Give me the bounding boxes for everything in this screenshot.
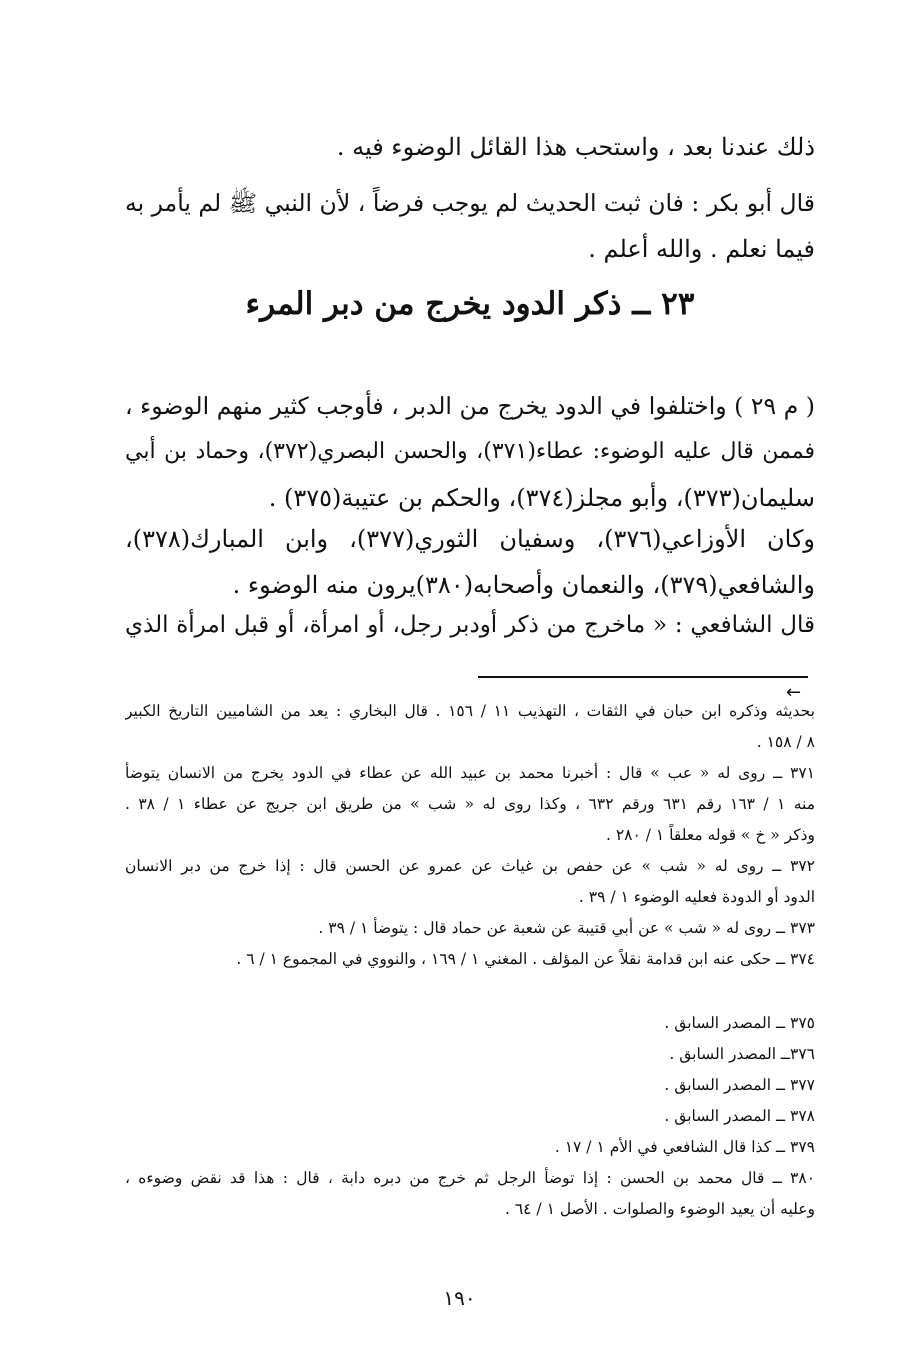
footnote-line: ٣٨٠ ــ قال محمد بن الحسن : إذا توضأ الرجل ثم خرج من دبره دابة ، قال : هذا قد نقض وضوءه ، [125, 1169, 815, 1187]
body-line: قال الشافعي : « ماخرج من ذكر أودبر رجل، أو امرأة، أو قبل امرأة الذي [125, 612, 815, 638]
footnote-line: ٣٧٩ ــ كذا قال الشافعي في الأم ١ / ١٧ . [554, 1138, 815, 1156]
footnote-line: ٣٧٦ــ المصدر السابق . [669, 1045, 815, 1063]
intro-line: قال أبو بكر : فان ثبت الحديث لم يوجب فرضاً ، لأن النبي ﷺ لم يأمر به [125, 189, 815, 217]
body-line: ( م ٢٩ ) واختلفوا في الدود يخرج من الدبر ، فأوجب كثير منهم الوضوء ، [125, 392, 815, 420]
body-line: والشافعي(٣٧٩)، والنعمان وأصحابه(٣٨٠)يرون منه الوضوء . [232, 571, 815, 599]
footnote-line: ٣٧١ ــ روى له « عب » قال : أخبرنا محمد بن عبيد الله عن عطاء في الدود يخرج من الانسان يتوضأ [125, 764, 815, 782]
footnote-line: ٣٧٣ ــ روى له « شب » عن أبي قتيبة عن شعبة عن حماد قال : يتوضأ ١ / ٣٩ . [318, 919, 815, 937]
footnote-line: ٣٧٧ ــ المصدر السابق . [664, 1076, 815, 1094]
chapter-heading: ٢٣ ــ ذكر الدود يخرج من دبر المرء [245, 286, 695, 322]
intro-line: ذلك عندنا بعد ، واستحب هذا القائل الوضوء فيه . [336, 133, 815, 161]
footnote-line: الدود أو الدودة فعليه الوضوء ١ / ٣٩ . [578, 888, 815, 906]
page-number: ١٩٠ [443, 1286, 476, 1310]
intro-line: فيما نعلم . والله أعلم . [588, 235, 815, 263]
footnote-line: ٣٧٥ ــ المصدر السابق . [664, 1014, 815, 1032]
footnote-line: ٨ / ١٥٨ . [756, 733, 815, 751]
body-paragraph-3 [125, 602, 815, 648]
body-paragraph-1 [125, 383, 815, 521]
footnote-separator [478, 676, 808, 678]
body-line: سليمان(٣٧٣)، وأبو مجلز(٣٧٤)، والحكم بن عتيبة(٣٧٥) . [268, 484, 815, 512]
body-line: فممن قال عليه الوضوء: عطاء(٣٧١)، والحسن البصري(٣٧٢)، وحماد بن أبي [125, 439, 815, 464]
footnotes-block-1 [125, 696, 815, 975]
body-paragraph-2 [125, 516, 815, 608]
intro-text-2 [125, 180, 815, 272]
footnote-line: وذكر « خ » قوله معلقاً ١ / ٢٨٠ . [605, 826, 815, 844]
footnote-line: ٣٧٢ ــ روى له « شب » عن حفص بن غياث عن عمرو عن الحسن قال : إذا خرج من دبر الانسان [125, 857, 815, 875]
footnote-line: ٣٧٨ ــ المصدر السابق . [664, 1107, 815, 1125]
footnote-line: بحديثه وذكره ابن حبان في الثقات ، التهذيب ١١ / ١٥٦ . قال البخاري : يعد من الشاميين التاريخ الكبير [125, 702, 815, 720]
intro-text [125, 124, 815, 170]
footnotes-block-2 [125, 1008, 815, 1225]
footnote-line: ٣٧٤ ــ حكى عنه ابن قدامة نقلاً عن المؤلف . المغني ١ / ١٦٩ ، والنووي في المجموع ١ / ٦ . [236, 950, 815, 968]
footnote-line: وعليه أن يعيد الوضوء والصلوات . الأصل ١ / ٦٤ . [504, 1200, 815, 1218]
footnote-line: منه ١ / ١٦٣ رقم ٦٣١ ورقم ٦٣٢ ، وكذا روى له « شب » من طريق ابن جريج عن عطاء ١ / ٣٨ . [125, 795, 815, 813]
body-line: وكان الأوزاعي(٣٧٦)، وسفيان الثوري(٣٧٧)، وابن المبارك(٣٧٨)، [125, 525, 815, 553]
continuation-arrow-icon: ← [786, 682, 802, 703]
